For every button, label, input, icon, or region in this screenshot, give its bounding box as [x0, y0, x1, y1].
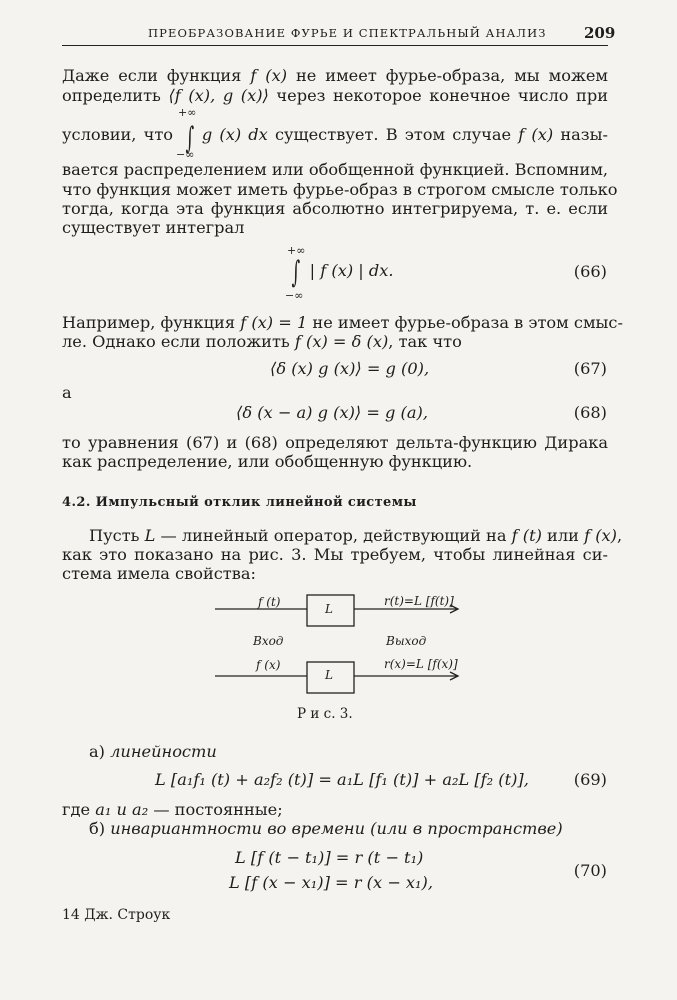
- item-b: б) инвариантности во времени (или в пространстве): [89, 819, 563, 838]
- eq66: ∫ | f (x) | dx.: [291, 255, 394, 290]
- item-a: а) линейности: [89, 742, 217, 761]
- eq69-number: (69): [573, 770, 607, 789]
- eq68-number: (68): [573, 403, 607, 422]
- para1-line6: тогда, когда эта функция абсолютно интегрируема, т. е. если: [62, 199, 608, 218]
- eq70-line1: L [f (t − t₁)] = r (t − t₁): [235, 848, 424, 867]
- para4-line1: Пусть L — линейный оператор, действующий на f (t) или f (x),: [89, 526, 623, 545]
- fig-top-input: f (t): [258, 595, 281, 609]
- eq66-number: (66): [573, 262, 607, 281]
- fig-label-input: Вход: [253, 634, 284, 648]
- eq66-lower-limit: −∞: [285, 289, 304, 302]
- figure-caption: Р и с. 3.: [297, 706, 353, 722]
- para1-line4: вается распределением или обобщенной функцией. Вспомним,: [62, 160, 609, 179]
- integral-sign: ∫: [185, 121, 195, 156]
- eq66-upper-limit: +∞: [287, 244, 306, 257]
- fig-bottom-box-label: L: [325, 668, 333, 682]
- running-title: ПРЕОБРАЗОВАНИЕ ФУРЬЕ И СПЕКТРАЛЬНЫЙ АНАЛИЗ: [148, 26, 547, 40]
- para2-line1: Например, функция f (x) = 1 не имеет фурье-образа в этом смыс-: [62, 313, 623, 332]
- word-a: а: [62, 383, 72, 402]
- para1-line2: определить ⟨f (x), g (x)⟩ через некоторое конечное число при: [62, 86, 608, 105]
- where-line: где a₁ и a₂ — постоянные;: [62, 800, 283, 819]
- para1-line1: Даже если функция f (x) не имеет фурье-образа, мы можем: [62, 66, 609, 85]
- fig-top-output: r(t)=L [f(t)]: [384, 594, 454, 608]
- footer-signature: 14 Дж. Строук: [62, 907, 171, 923]
- para4-line2: как это показано на рис. 3. Мы требуем, чтобы линейная си-: [62, 545, 608, 564]
- eq68: ⟨δ (x − a) g (x)⟩ = g (a),: [236, 403, 428, 422]
- fig-label-output: Выход: [386, 634, 427, 648]
- eq70-number: (70): [573, 861, 607, 880]
- header-rule: [62, 45, 608, 46]
- para3-line2: как распределение, или обобщенную функцию.: [62, 452, 473, 471]
- para1-line3: условии, что ∫ g (x) dx существует. В этом случае f (x) назы-: [62, 121, 608, 156]
- eq70-line2: L [f (x − x₁)] = r (x − x₁),: [229, 873, 434, 892]
- para2-line2: ле. Однако если положить f (x) = δ (x), так что: [62, 332, 462, 351]
- para4-line3: стема имела свойства:: [62, 564, 256, 583]
- para3-line1: то уравнения (67) и (68) определяют дельта-функцию Дирака: [62, 433, 608, 452]
- inline-int-lower: −∞: [176, 148, 195, 161]
- page-number: 209: [584, 24, 616, 42]
- para1-line7: существует интеграл: [62, 218, 245, 237]
- eq67-number: (67): [573, 359, 607, 378]
- section-heading: 4.2. Импульсный отклик линейной системы: [62, 495, 417, 510]
- fig-bottom-input: f (x): [256, 658, 281, 672]
- eq67: ⟨δ (x) g (x)⟩ = g (0),: [270, 359, 430, 378]
- fig-bottom-output: r(x)=L [f(x)]: [384, 657, 458, 671]
- para1-line5: что функция может иметь фурье-образ в строгом смысле только: [62, 180, 618, 199]
- fig-top-box-label: L: [325, 602, 333, 616]
- inline-int-upper: +∞: [178, 106, 197, 119]
- eq69: L [a₁f₁ (t) + a₂f₂ (t)] = a₁L [f₁ (t)] + a₂L [f₂ (t)],: [155, 770, 529, 789]
